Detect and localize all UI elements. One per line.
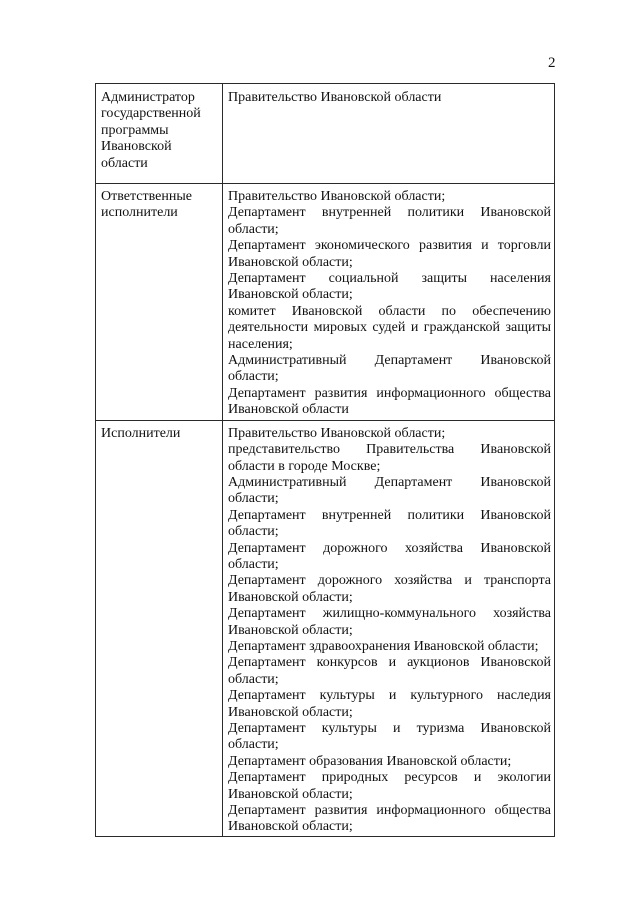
list-item: Департамент дорожного хозяйства Ивановской области; <box>228 540 551 572</box>
table-row-responsible-executors <box>96 184 555 421</box>
list-item: Департамент внутренней политики Ивановской области; <box>228 205 551 237</box>
list-item: Правительство Ивановской области; <box>228 189 446 204</box>
list-item: Правительство Ивановской области <box>228 90 442 105</box>
list-item: представительство Правительства Ивановской области в городе Москве; <box>228 442 551 474</box>
list-item: Департамент культуры и туризма Ивановской области; <box>228 721 551 753</box>
list-item: Департамент жилищно-коммунального хозяйства Ивановской области; <box>228 606 551 638</box>
table-row-executors <box>96 420 555 836</box>
list-item: Департамент экономического развития и торговли Ивановской области; <box>228 238 551 270</box>
row-value-responsible-executors <box>223 184 555 421</box>
row-label-executors: Исполнители <box>96 420 223 836</box>
list-item: Департамент социальной защиты населения Ивановской области; <box>228 271 551 303</box>
list-item: Департамент внутренней политики Ивановской области; <box>228 507 551 540</box>
row-value-administrator <box>223 84 555 184</box>
list-item: Департамент дорожного хозяйства и транспорта Ивановской области; <box>228 573 551 605</box>
list-item: Департамент развития информационного общества Ивановской области <box>228 385 551 418</box>
list-item: Административный Департамент Ивановской области; <box>228 353 551 385</box>
list-item: Правительство Ивановской области; <box>228 425 446 441</box>
list-item: Департамент образования Ивановской области; <box>228 753 512 769</box>
list-item: Административный Департамент Ивановской области; <box>228 474 551 507</box>
program-passport-table <box>95 83 555 837</box>
table-row-administrator <box>96 84 555 184</box>
list-item: Департамент конкурсов и аукционов Ивановской области; <box>228 655 551 687</box>
list-item: Департамент развития информационного общества Ивановской области; <box>228 803 551 835</box>
row-label-responsible-executors: Ответственные исполнители <box>96 184 223 421</box>
page-number: 2 <box>548 55 556 71</box>
list-item: Департамент здравоохранения Ивановской области; <box>228 638 539 654</box>
row-label-administrator: Администратор государственной программы Ивановской области <box>96 84 223 184</box>
list-item: Департамент культуры и культурного наследия Ивановской области; <box>228 688 551 720</box>
row-value-executors <box>223 420 555 836</box>
list-item: комитет Ивановской области по обеспечению деятельности мировых судей и гражданской защиты населения; <box>228 303 551 352</box>
list-item: Департамент природных ресурсов и экологии Ивановской области; <box>228 770 551 802</box>
